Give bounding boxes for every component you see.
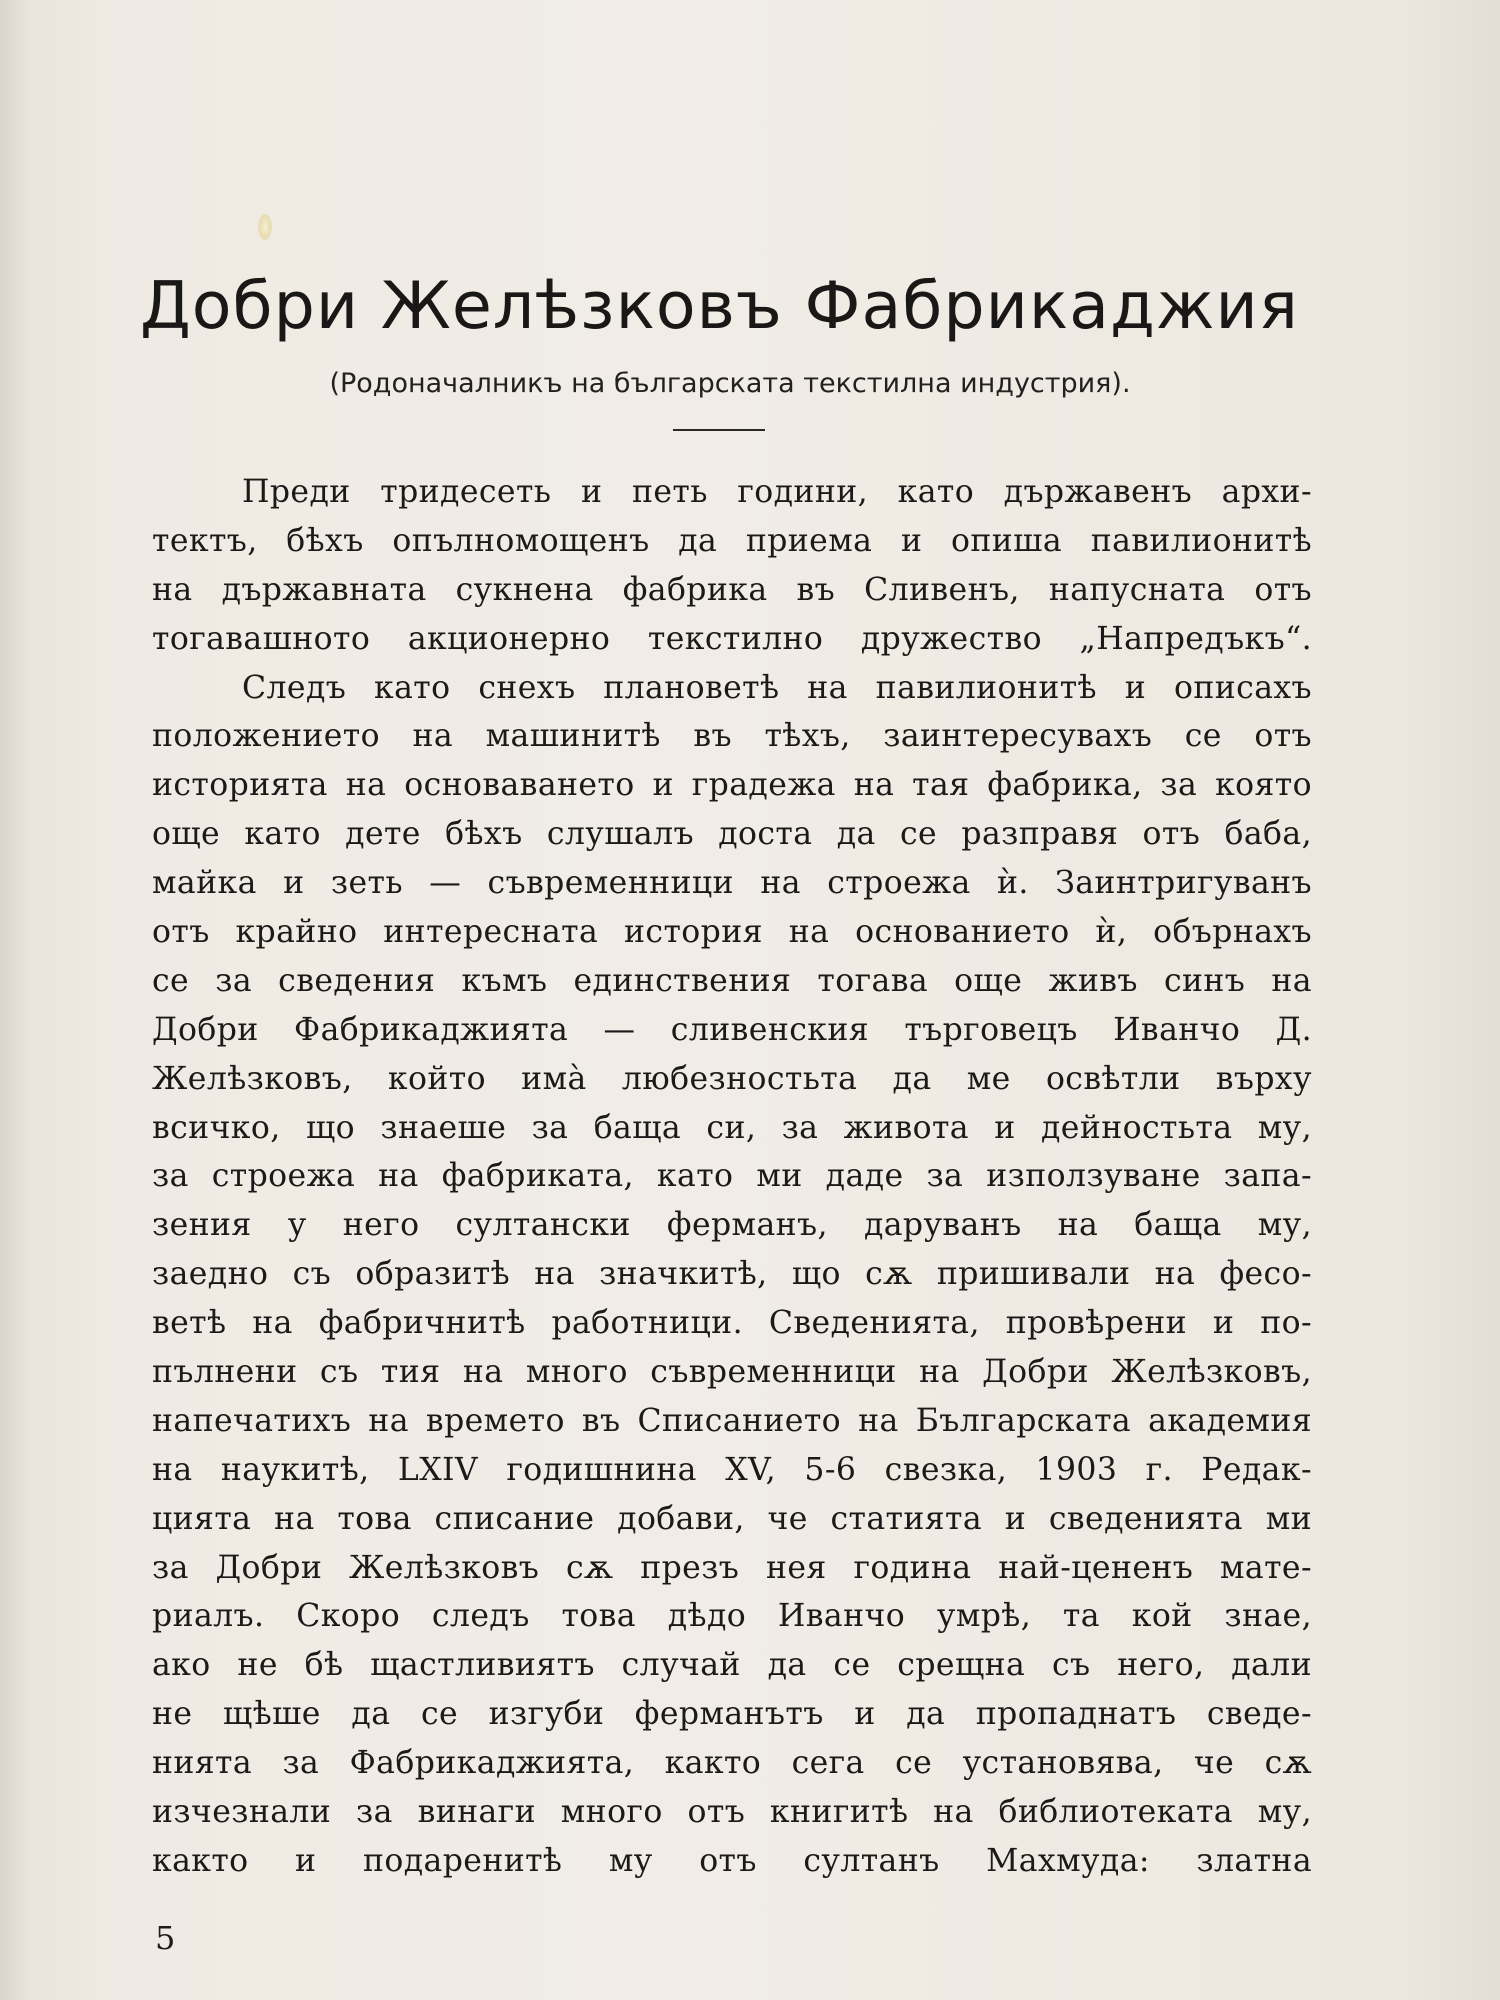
page-number: 5 — [155, 1919, 176, 1957]
text-line: отъ крайно интересната история на основанието ѝ, обърнахъ — [152, 914, 1312, 951]
text-line: Желѣзковъ, който имà любезностьта да ме освѣтли върху — [152, 1060, 1312, 1097]
title-divider — [673, 429, 765, 431]
body-text — [152, 468, 1312, 1886]
text-line: се за сведения къмъ единствения тогава още живъ синъ на — [152, 962, 1312, 999]
text-line: положението на машинитѣ въ тѣхъ, заинтересувахъ се отъ — [152, 718, 1312, 755]
text-line: риалъ. Скоро следъ това дѣдо Иванчо умрѣ, та кой знае, — [152, 1598, 1312, 1635]
text-line: нията за Фабрикаджията, както сега се установява, че сѫ — [152, 1745, 1312, 1782]
text-line: за строежа на фабриката, като ми даде за използуване запа- — [152, 1158, 1312, 1195]
text-line: Добри Фабрикаджията — сливенския търговецъ Иванчо Д. — [152, 1011, 1312, 1048]
text-line: майка и зеть — съвременници на строежа ѝ. Заинтригуванъ — [152, 865, 1312, 902]
page-subtitle: (Родоначалникъ на българската текстилна индустрия). — [329, 368, 1131, 399]
text-line: всичко, що знаеше за баща си, за живота и дейностьта му, — [152, 1109, 1312, 1146]
page-title: Добри Желѣзковъ Фабрикаджия — [140, 269, 1299, 344]
text-line: тектъ, бѣхъ опълномощенъ да приема и опиша павилионитѣ — [152, 522, 1312, 559]
text-line: цията на това списание добави, че статията и сведенията ми — [152, 1500, 1312, 1537]
text-line: ветѣ на фабричнитѣ работници. Сведенията, провѣрени и по- — [152, 1305, 1312, 1342]
text-line: тогавашното акционерно текстилно дружество „Напредъкъ“. — [152, 620, 1312, 657]
text-line: както и подаренитѣ му отъ султанъ Махмуда: златна — [152, 1842, 1312, 1879]
text-line: зения у него султански ферманъ, даруванъ на баща му, — [152, 1207, 1312, 1244]
text-line: не щѣше да се изгуби ферманътъ и да пропаднатъ сведе- — [152, 1696, 1312, 1733]
text-line: напечатихъ на времето въ Списанието на Българската академия — [152, 1402, 1312, 1439]
text-line: изчезнали за винаги много отъ книгитѣ на библиотеката му, — [152, 1794, 1312, 1831]
text-line: още като дете бѣхъ слушалъ доста да се разправя отъ баба, — [152, 816, 1312, 853]
text-line: историята на основаването и градежа на тая фабрика, за която — [152, 767, 1312, 804]
paper-stain — [258, 214, 272, 240]
text-line: на наукитѣ, LXIV годишнина XV, 5-6 свезка, 1903 г. Редак- — [152, 1451, 1312, 1488]
text-line: Преди тридесеть и петь години, като държавенъ архи- — [242, 474, 1312, 510]
text-line: ако не бѣ щастливиятъ случай да се срещна съ него, дали — [152, 1647, 1312, 1684]
text-line: на държавната сукнена фабрика въ Сливенъ, напусната отъ — [152, 571, 1312, 608]
text-line: пълнени съ тия на много съвременници на Добри Желѣзковъ, — [152, 1354, 1312, 1391]
text-line: за Добри Желѣзковъ сѫ презъ нея година най-цененъ мате- — [152, 1549, 1312, 1586]
text-line: Следъ като снехъ плановетѣ на павилионитѣ и описахъ — [242, 669, 1312, 706]
text-line: заедно съ образитѣ на значкитѣ, що сѫ пришивали на фесо- — [152, 1256, 1312, 1293]
